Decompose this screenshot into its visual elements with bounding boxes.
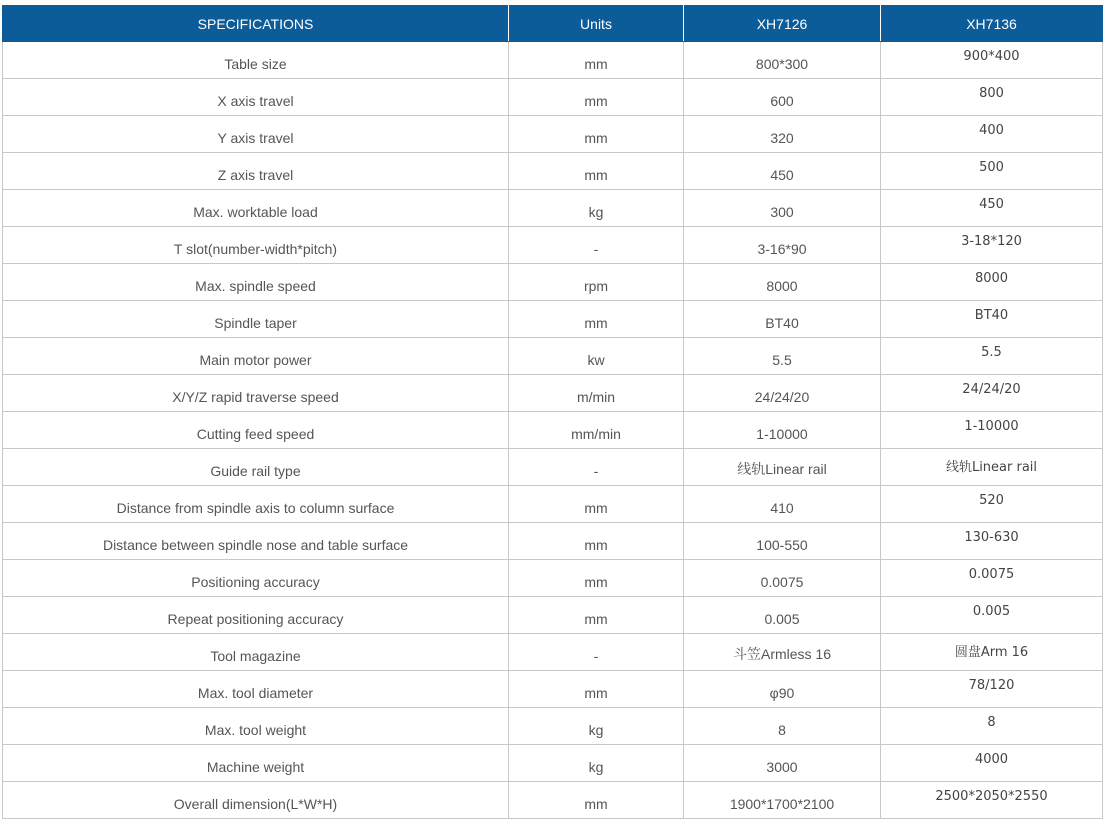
spec-cell: Max. tool diameter [3,671,509,708]
table-row [3,79,1103,116]
xh7126-value-cell: 800*300 [684,42,881,79]
spec-cell: Max. spindle speed [3,264,509,301]
units-cell: - [509,449,684,486]
xh7136-value-cell: 400 [881,116,1103,153]
xh7126-value-cell: 410 [684,486,881,523]
table-row [3,153,1103,190]
spec-cell: Distance between spindle nose and table surface [3,523,509,560]
units-cell: mm [509,560,684,597]
xh7126-value-cell: 1-10000 [684,412,881,449]
units-cell: - [509,634,684,671]
table-row [3,671,1103,708]
units-cell: mm [509,523,684,560]
xh7126-value-cell: φ90 [684,671,881,708]
header-specifications: SPECIFICATIONS [3,6,509,42]
spec-cell: Main motor power [3,338,509,375]
xh7136-value-cell: 5.5 [881,338,1103,375]
spec-cell: Max. worktable load [3,190,509,227]
xh7136-value-cell: 520 [881,486,1103,523]
xh7126-value-cell: 8 [684,708,881,745]
specifications-table [2,5,1103,819]
table-row [3,116,1103,153]
xh7126-value-cell: 100-550 [684,523,881,560]
spec-cell: Z axis travel [3,153,509,190]
xh7126-value-cell: 斗笠Armless 16 [684,634,881,671]
table-row [3,375,1103,412]
table-row [3,338,1103,375]
units-cell: m/min [509,375,684,412]
units-cell: mm [509,42,684,79]
table-row [3,708,1103,745]
spec-cell: Repeat positioning accuracy [3,597,509,634]
xh7126-value-cell: 5.5 [684,338,881,375]
spec-cell: Table size [3,42,509,79]
table-row [3,560,1103,597]
spec-cell: Y axis travel [3,116,509,153]
units-cell: mm [509,301,684,338]
spec-cell: Spindle taper [3,301,509,338]
units-cell: - [509,227,684,264]
header-model-xh7136: XH7136 [881,6,1103,42]
table-row [3,227,1103,264]
xh7136-value-cell: 2500*2050*2550 [881,782,1103,819]
table-row [3,412,1103,449]
xh7136-value-cell: 8000 [881,264,1103,301]
units-cell: mm [509,79,684,116]
units-cell: mm [509,116,684,153]
table-row [3,597,1103,634]
header-row [3,6,1103,42]
xh7126-value-cell: 线轨Linear rail [684,449,881,486]
units-cell: mm/min [509,412,684,449]
table-row [3,190,1103,227]
xh7136-value-cell: BT40 [881,301,1103,338]
xh7126-value-cell: 3000 [684,745,881,782]
xh7126-value-cell: 600 [684,79,881,116]
xh7126-value-cell: 0.0075 [684,560,881,597]
xh7126-value-cell: 300 [684,190,881,227]
xh7126-value-cell: 0.005 [684,597,881,634]
xh7126-value-cell: 450 [684,153,881,190]
xh7126-value-cell: BT40 [684,301,881,338]
spec-cell: Positioning accuracy [3,560,509,597]
spec-cell: T slot(number-width*pitch) [3,227,509,264]
table-row [3,523,1103,560]
xh7126-value-cell: 3-16*90 [684,227,881,264]
spec-cell: Tool magazine [3,634,509,671]
table-row [3,301,1103,338]
spec-cell: Distance from spindle axis to column surface [3,486,509,523]
table-header [3,6,1103,42]
header-units: Units [509,6,684,42]
units-cell: kg [509,190,684,227]
xh7136-value-cell: 0.0075 [881,560,1103,597]
header-model-xh7126: XH7126 [684,6,881,42]
xh7126-value-cell: 8000 [684,264,881,301]
xh7136-value-cell: 8 [881,708,1103,745]
xh7136-value-cell: 线轨Linear rail [881,449,1103,486]
xh7126-value-cell: 320 [684,116,881,153]
table-row [3,745,1103,782]
spec-cell: X/Y/Z rapid traverse speed [3,375,509,412]
table-row [3,782,1103,819]
xh7136-value-cell: 800 [881,79,1103,116]
table-row [3,42,1103,79]
xh7136-value-cell: 78/120 [881,671,1103,708]
table-row [3,634,1103,671]
xh7136-value-cell: 4000 [881,745,1103,782]
table-row [3,449,1103,486]
spec-cell: Max. tool weight [3,708,509,745]
xh7136-value-cell: 圆盘Arm 16 [881,634,1103,671]
units-cell: mm [509,782,684,819]
xh7136-value-cell: 450 [881,190,1103,227]
units-cell: kw [509,338,684,375]
units-cell: rpm [509,264,684,301]
units-cell: mm [509,153,684,190]
spec-cell: Guide rail type [3,449,509,486]
units-cell: kg [509,745,684,782]
units-cell: mm [509,486,684,523]
xh7126-value-cell: 1900*1700*2100 [684,782,881,819]
table-row [3,264,1103,301]
table-row [3,486,1103,523]
xh7136-value-cell: 900*400 [881,42,1103,79]
spec-cell: Cutting feed speed [3,412,509,449]
xh7136-value-cell: 24/24/20 [881,375,1103,412]
spec-cell: X axis travel [3,79,509,116]
xh7136-value-cell: 3-18*120 [881,227,1103,264]
spec-cell: Overall dimension(L*W*H) [3,782,509,819]
table-body [3,42,1103,819]
xh7136-value-cell: 130-630 [881,523,1103,560]
spec-cell: Machine weight [3,745,509,782]
xh7126-value-cell: 24/24/20 [684,375,881,412]
units-cell: mm [509,597,684,634]
units-cell: mm [509,671,684,708]
units-cell: kg [509,708,684,745]
xh7136-value-cell: 0.005 [881,597,1103,634]
xh7136-value-cell: 500 [881,153,1103,190]
xh7136-value-cell: 1-10000 [881,412,1103,449]
